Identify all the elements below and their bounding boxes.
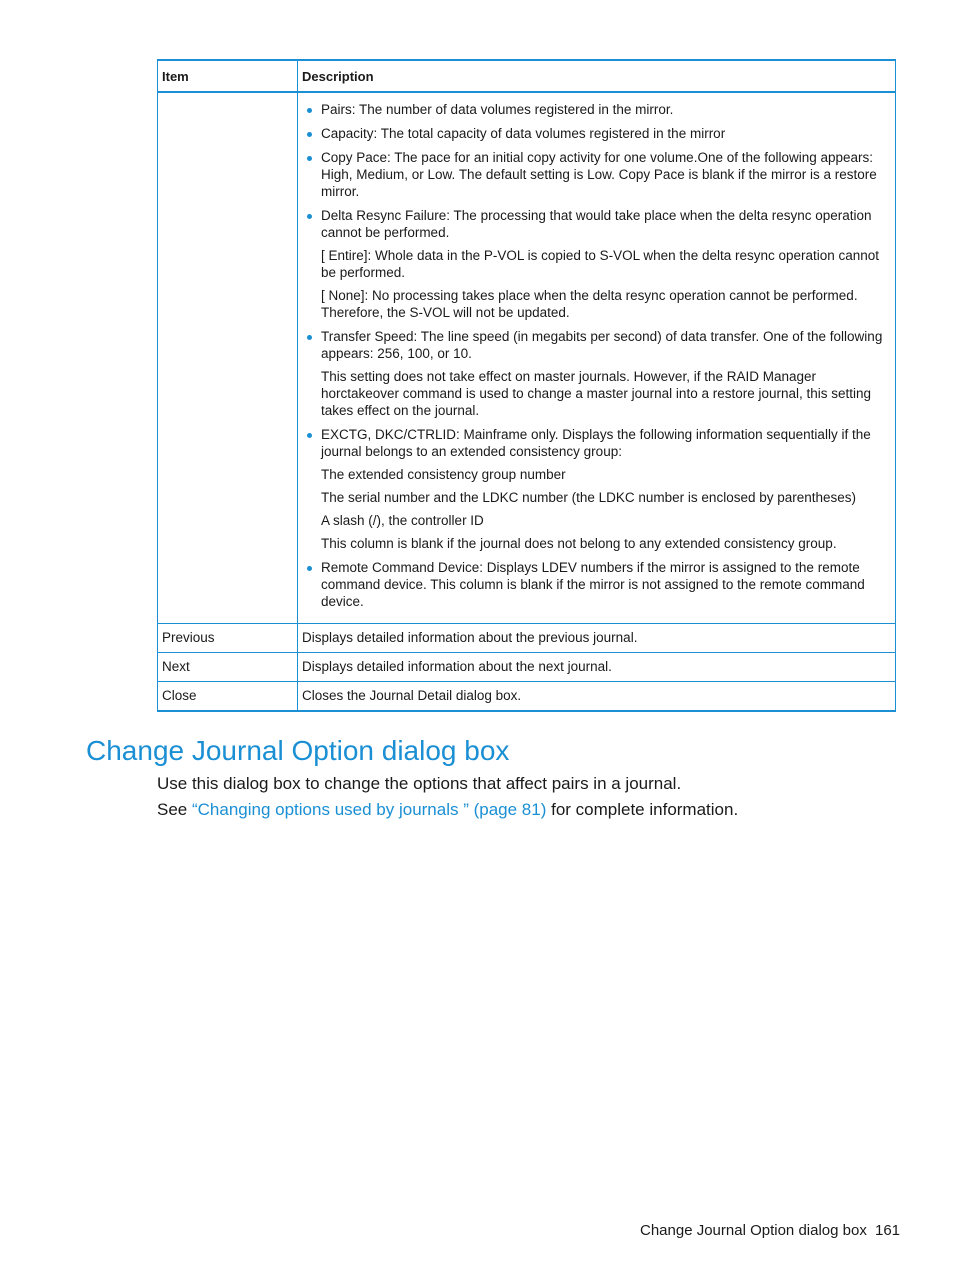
list-item-note: This column is blank if the journal does not belong to any extended consistency group. bbox=[321, 536, 837, 551]
list-item-note: [ Entire]: Whole data in the P-VOL is copied to S-VOL when the delta resync operation cannot be performed. bbox=[321, 248, 880, 280]
table-cell-description: Closes the Journal Detail dialog box. bbox=[298, 682, 896, 712]
table-cell-description: Displays detailed information about the next journal. bbox=[298, 653, 896, 682]
list-item-text: Copy Pace: The pace for an initial copy activity for one volume.One of the following appears: High, Medium, or Low. The default setting is Low. Copy Pace is blank if the mirror is a restore mirror. bbox=[321, 150, 877, 199]
table-cell-item: Close bbox=[158, 682, 298, 712]
list-item bbox=[321, 207, 891, 321]
table-cell-item: Previous bbox=[158, 624, 298, 653]
list-item bbox=[321, 125, 891, 142]
table-row bbox=[158, 624, 896, 653]
table-row bbox=[158, 653, 896, 682]
see-paragraph bbox=[157, 800, 738, 820]
list-item-text: Remote Command Device: Displays LDEV numbers if the mirror is assigned to the remote command device. This column is blank if the mirror is not assigned to the remote command device. bbox=[321, 560, 865, 609]
see-prefix: See bbox=[157, 800, 192, 819]
list-item bbox=[321, 149, 891, 200]
table-row bbox=[158, 92, 896, 624]
see-suffix: for complete information. bbox=[546, 800, 739, 819]
bullet-list bbox=[302, 101, 891, 610]
table-cell-description: Displays detailed information about the previous journal. bbox=[298, 624, 896, 653]
column-header-item: Item bbox=[158, 60, 298, 92]
list-item-note: This setting does not take effect on master journals. However, if the RAID Manager horctakeover command is used to change a master journal into a restore journal, this setting takes effect on the journal. bbox=[321, 369, 872, 418]
section-heading: Change Journal Option dialog box bbox=[86, 735, 510, 766]
table-cell-item: Next bbox=[158, 653, 298, 682]
table-cell-item-empty bbox=[158, 92, 298, 624]
list-item-text: Transfer Speed: The line speed (in megabits per second) of data transfer. One of the following appears: 256, 100, or 10. bbox=[321, 329, 883, 361]
list-item-text: Pairs: The number of data volumes registered in the mirror. bbox=[321, 102, 674, 117]
list-item bbox=[321, 559, 891, 610]
list-item-text: EXCTG, DKC/CTRLID: Mainframe only. Displays the following information sequentially if the journal belongs to an extended consistency group: bbox=[321, 427, 871, 459]
list-item-note: A slash (/), the controller ID bbox=[321, 513, 484, 528]
description-table bbox=[157, 59, 896, 712]
table-row bbox=[158, 682, 896, 712]
page-number: 161 bbox=[875, 1222, 901, 1239]
list-item-note: The serial number and the LDKC number (the LDKC number is enclosed by parentheses) bbox=[321, 490, 857, 505]
intro-paragraph: Use this dialog box to change the options that affect pairs in a journal. bbox=[157, 774, 682, 793]
list-item-note: The extended consistency group number bbox=[321, 467, 566, 482]
list-item bbox=[321, 426, 891, 552]
table-cell-description bbox=[298, 92, 896, 624]
list-item-text: Capacity: The total capacity of data volumes registered in the mirror bbox=[321, 126, 726, 141]
changing-options-link[interactable]: “Changing options used by journals ” (page 81) bbox=[191, 800, 547, 819]
list-item bbox=[321, 328, 891, 419]
list-item-note: [ None]: No processing takes place when the delta resync operation cannot be performed. Therefore, the S-VOL will not be updated. bbox=[321, 288, 858, 320]
table-header-row bbox=[158, 60, 896, 92]
list-item-text: Delta Resync Failure: The processing that would take place when the delta resync operation cannot be performed. bbox=[321, 208, 872, 240]
list-item bbox=[321, 101, 891, 118]
column-header-description: Description bbox=[298, 60, 896, 92]
footer-title: Change Journal Option dialog box bbox=[640, 1222, 867, 1239]
